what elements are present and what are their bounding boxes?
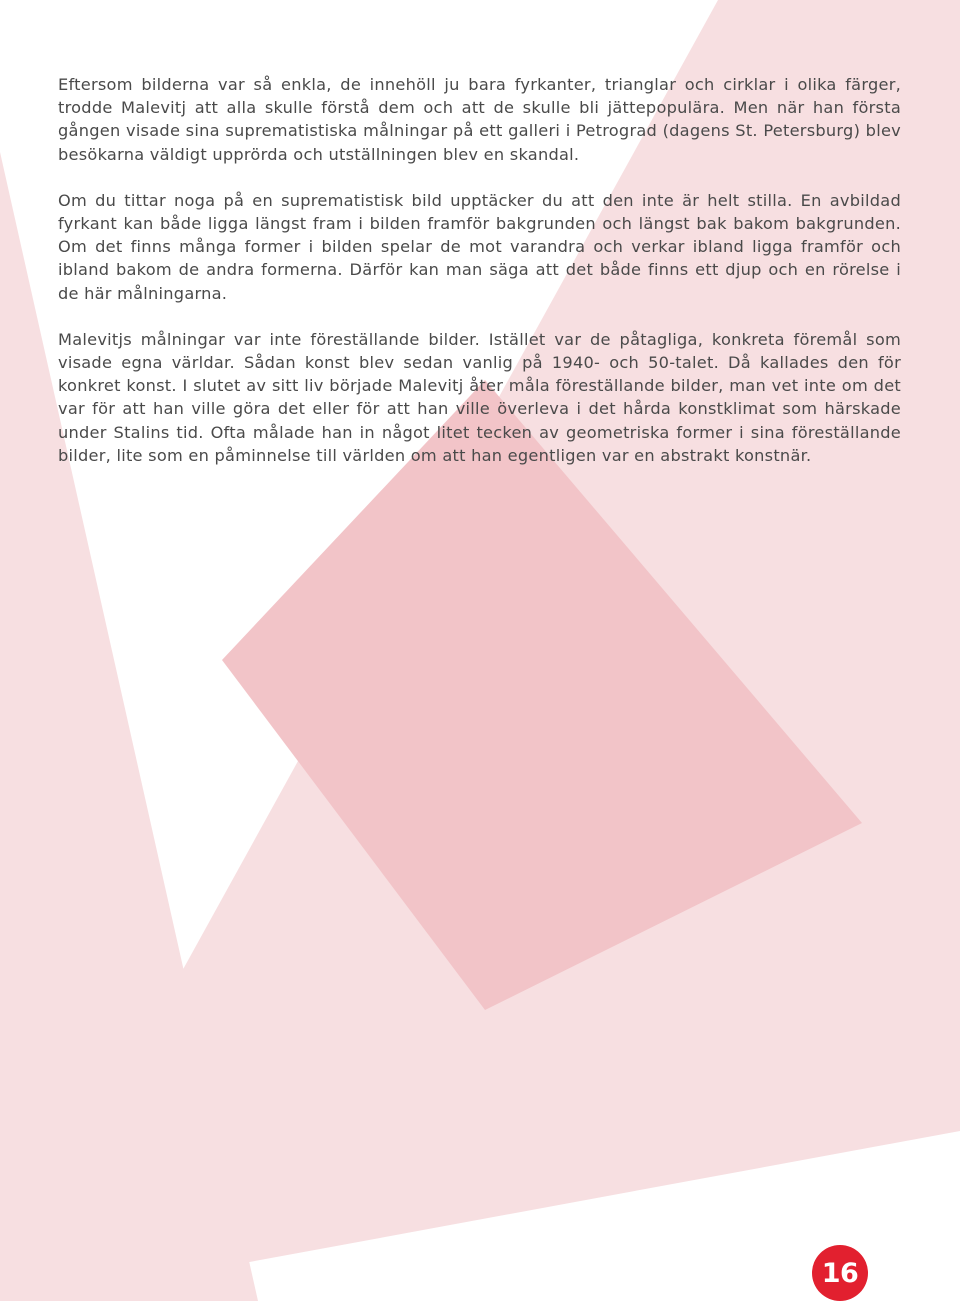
- paragraph-concrete-art: Malevitjs målningar var inte föreställande bilder. Istället var de påtagliga, konkreta föremål som visade egna världar. Sådan konst blev sedan vanlig på 1940- och 50-talet. Då kallades den för konkret konst. I slutet av sitt liv började Malevitj åter måla föreställande bilder, man vet inte om det var för att han ville göra det eller för att han ville överleva i det hårda konstklimat som härskade under Stalins tid. Ofta målade han in något litet tecken av geometriska former i sina föreställande bilder, lite som en påminnelse till världen om att han egentligen var en abstrakt konstnär.: [58, 329, 901, 465]
- article-body: [58, 73, 901, 490]
- paragraph-depth-movement: Om du tittar noga på en suprematistisk bild upptäcker du att den inte är helt stilla. En avbildad fyrkant kan både ligga längst fram i bilden framför bakgrunden och längst bak bakom bakgrunden. Om det finns många former i bilden spelar de mot varandra och verkar ibland ligga framför och ibland bakom de andra formerna. Därför kan man säga att det både finns ett djup och en rörelse i de här målningarna.: [58, 190, 901, 303]
- page-number: 16: [821, 1257, 859, 1289]
- paragraph-intro: Eftersom bilderna var så enkla, de innehöll ju bara fyrkanter, trianglar och cirklar i olika färger, trodde Malevitj att alla skulle förstå dem och att de skulle bli jättepopulära. Men när han första gången visade sina suprematistiska målningar på ett galleri i Petrograd (dagens St. Petersburg) blev besökarna väldigt upprörda och utställningen blev en skandal.: [58, 75, 901, 164]
- page-number-badge: [812, 1245, 868, 1301]
